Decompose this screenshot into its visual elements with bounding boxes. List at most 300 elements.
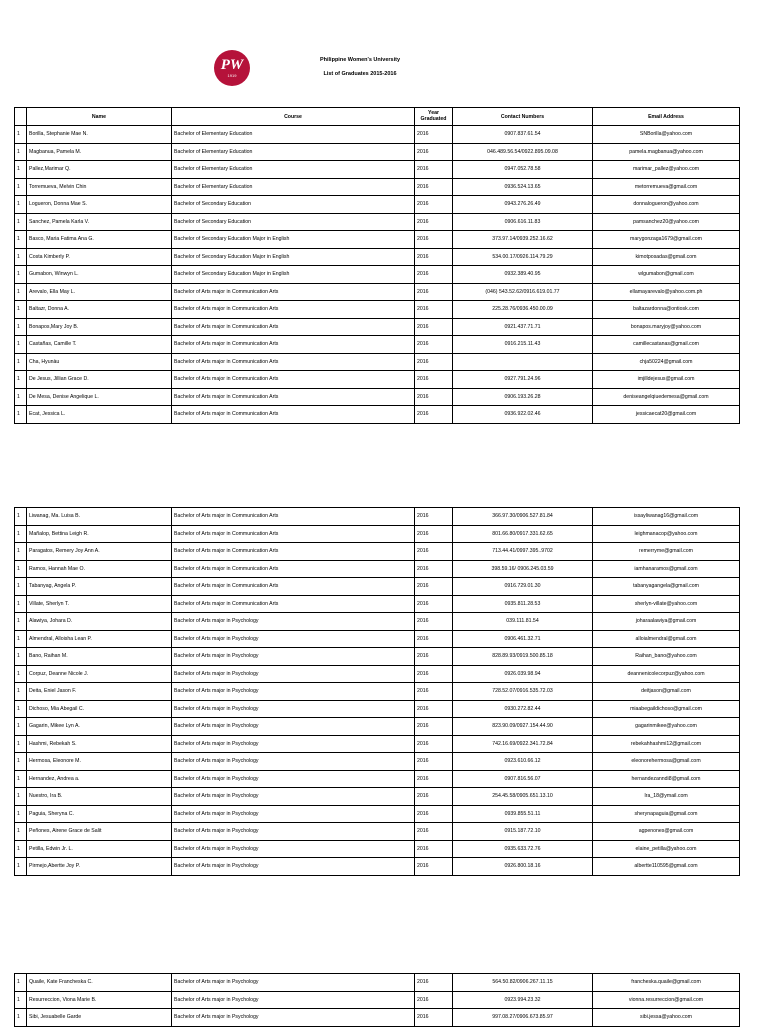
email-address-cell: baltazardonna@ontiosk.com	[593, 301, 740, 319]
graduate-name-cell: Almendral, Alloisha Lean P.	[27, 630, 172, 648]
contact-number-cell: 0907.816.56.07	[453, 770, 593, 788]
row-number-cell: 1	[15, 213, 27, 231]
document-subtitle: List of Graduates 2015-2016	[323, 71, 397, 77]
graduate-name-cell: Bano, Raihan M.	[27, 648, 172, 666]
year-graduated-cell: 2016	[415, 213, 453, 231]
contact-number-cell: 0936.922.02.46	[453, 406, 593, 424]
year-graduated-cell: 2016	[415, 196, 453, 214]
year-graduated-cell: 2016	[415, 858, 453, 876]
contact-number-cell: 0906.616.11.83	[453, 213, 593, 231]
email-address-cell: leighmanacop@yahoo.com	[593, 525, 740, 543]
year-graduated-cell: 2016	[415, 388, 453, 406]
year-graduated-cell: 2016	[415, 318, 453, 336]
email-address-cell: pamela.magbanua@yahoo.com	[593, 143, 740, 161]
course-cell: Bachelor of Arts major in Psychology	[172, 683, 415, 701]
table-row	[15, 353, 740, 371]
email-address-cell: wlgumabon@gmail.com	[593, 266, 740, 284]
year-graduated-cell: 2016	[415, 840, 453, 858]
course-cell: Bachelor of Arts major in Psychology	[172, 753, 415, 771]
row-number-cell: 1	[15, 283, 27, 301]
table-header-row	[15, 108, 740, 126]
email-address-cell: gagarinmikee@yahoo.com	[593, 718, 740, 736]
row-number-cell: 1	[15, 248, 27, 266]
graduate-name-cell: Sibi, Jesuabelle Garde	[27, 1009, 172, 1027]
graduate-name-cell: Quaile, Kate Francheska C.	[27, 974, 172, 992]
row-number-cell: 1	[15, 630, 27, 648]
year-graduated-cell: 2016	[415, 126, 453, 144]
contact-number-cell: 0935.633.72.76	[453, 840, 593, 858]
graduate-name-cell: Dichoso, Mia Abegail C.	[27, 700, 172, 718]
table-row	[15, 525, 740, 543]
contact-number-cell: 0923.610.66.12	[453, 753, 593, 771]
email-address-cell: kimotposadas@gmail.com	[593, 248, 740, 266]
course-cell: Bachelor of Arts major in Psychology	[172, 858, 415, 876]
contact-number-cell: 254.45.58/0905.651.13.10	[453, 788, 593, 806]
course-cell: Bachelor of Arts major in Communication Arts	[172, 578, 415, 596]
contact-number-cell: 742.16.69/0922.341.72.84	[453, 735, 593, 753]
course-cell: Bachelor of Arts major in Psychology	[172, 840, 415, 858]
contact-number-cell: 0930.272.82.44	[453, 700, 593, 718]
email-address-cell: SNBorilla@yahoo.com	[593, 126, 740, 144]
table-row	[15, 301, 740, 319]
graduate-name-cell: Petilla, Edwin Jr. L.	[27, 840, 172, 858]
graduate-name-cell: Baltazr, Donna A.	[27, 301, 172, 319]
contact-number-cell: 046.489.56.54/0922.895.09.08	[453, 143, 593, 161]
year-graduated-cell: 2016	[415, 718, 453, 736]
email-address-cell: iamhanaramos@gmail.com	[593, 560, 740, 578]
year-graduated-cell: 2016	[415, 823, 453, 841]
contact-number-cell: 0906.461.32.71	[453, 630, 593, 648]
year-graduated-cell: 2016	[415, 578, 453, 596]
course-cell: Bachelor of Arts major in Psychology	[172, 770, 415, 788]
row-number-cell: 1	[15, 508, 27, 526]
graduate-name-cell: Bonapos,Mary Joy B.	[27, 318, 172, 336]
row-number-cell: 1	[15, 301, 27, 319]
table-row	[15, 371, 740, 389]
graduate-name-cell: Costa Kimberly P.	[27, 248, 172, 266]
contact-number-cell: 0936.524.13.65	[453, 178, 593, 196]
graduate-name-cell: Borilla, Stephanie Mae N.	[27, 126, 172, 144]
row-number-cell: 1	[15, 388, 27, 406]
graduate-name-cell: Resurreccion, Viona Marie B.	[27, 991, 172, 1009]
logo-text: PW	[220, 57, 244, 73]
graduate-name-cell: Pirmejo,Abertte Joy P.	[27, 858, 172, 876]
graduate-name-cell: Hermosa, Eleonore M.	[27, 753, 172, 771]
email-address-cell: hernandezanndi8@gmail.com	[593, 770, 740, 788]
email-address-cell: albertte110595@gmail.com	[593, 858, 740, 876]
course-cell: Bachelor of Elementary Education	[172, 143, 415, 161]
table-row	[15, 840, 740, 858]
contact-number-cell: 828.89.93/0919.500.85.18	[453, 648, 593, 666]
graduate-name-cell: Hashmi, Rebekah S.	[27, 735, 172, 753]
email-address-cell: sherlyn-villate@yahoo.com	[593, 595, 740, 613]
year-graduated-cell: 2016	[415, 991, 453, 1009]
year-graduated-cell: 2016	[415, 770, 453, 788]
table-row	[15, 805, 740, 823]
header-course: Course	[172, 108, 415, 126]
contact-number-cell: 373.97.14/0939.252.16.62	[453, 231, 593, 249]
graduate-name-cell: Nuestro, Ira B.	[27, 788, 172, 806]
graduate-name-cell: Corpuz, Deanne Nicole J.	[27, 665, 172, 683]
year-graduated-cell: 2016	[415, 353, 453, 371]
table-row	[15, 318, 740, 336]
table-row	[15, 178, 740, 196]
course-cell: Bachelor of Arts major in Psychology	[172, 823, 415, 841]
email-address-cell: miaabegaildichoso@gmail.com	[593, 700, 740, 718]
email-address-cell: sherynapaguia@gmail.com	[593, 805, 740, 823]
table-row	[15, 508, 740, 526]
contact-number-cell: 564.50.82/0906.267.11.15	[453, 974, 593, 992]
year-graduated-cell: 2016	[415, 231, 453, 249]
contact-number-cell: 0907.837.61.54	[453, 126, 593, 144]
year-graduated-cell: 2016	[415, 266, 453, 284]
email-address-cell: francheska.quaile@gmail.com	[593, 974, 740, 992]
email-address-cell: deniseangelqiuedemesa@gmail.com	[593, 388, 740, 406]
year-graduated-cell: 2016	[415, 630, 453, 648]
contact-number-cell: 713.44.41/0997.395..9702	[453, 543, 593, 561]
contact-number-cell: 0916.215.11.43	[453, 336, 593, 354]
row-number-cell: 1	[15, 161, 27, 179]
year-graduated-cell: 2016	[415, 161, 453, 179]
graduate-name-cell: Ramos, Hannah Mae O.	[27, 560, 172, 578]
row-number-cell: 1	[15, 840, 27, 858]
contact-number-cell	[453, 353, 593, 371]
email-address-cell: pamsanchez20@yahoo.com	[593, 213, 740, 231]
course-cell: Bachelor of Arts major in Psychology	[172, 613, 415, 631]
graduates-table-1	[14, 107, 740, 424]
contact-number-cell: 823.90.09/0927.154.44.90	[453, 718, 593, 736]
row-number-cell: 1	[15, 353, 27, 371]
year-graduated-cell: 2016	[415, 543, 453, 561]
contact-number-cell: (046) 543.52.62/0916.619.01.77	[453, 283, 593, 301]
course-cell: Bachelor of Arts major in Communication Arts	[172, 543, 415, 561]
graduate-name-cell: Arevalo, Ella May L.	[27, 283, 172, 301]
course-cell: Bachelor of Arts major in Psychology	[172, 665, 415, 683]
table-row	[15, 336, 740, 354]
row-number-cell: 1	[15, 718, 27, 736]
table-row	[15, 770, 740, 788]
contact-number-cell: 0916.729.01.30	[453, 578, 593, 596]
graduate-name-cell: Peñones, Airene Grace de Salit	[27, 823, 172, 841]
row-number-cell: 1	[15, 578, 27, 596]
course-cell: Bachelor of Secondary Education	[172, 196, 415, 214]
contact-number-cell: 997.08.27/0906.673.85.97	[453, 1009, 593, 1027]
course-cell: Bachelor of Secondary Education Major in English	[172, 266, 415, 284]
contact-number-cell: 398.59.16/ 0906.245.03.59	[453, 560, 593, 578]
email-address-cell: rebekahhashmi12@gmail.com	[593, 735, 740, 753]
course-cell: Bachelor of Arts major in Psychology	[172, 1009, 415, 1027]
graduate-name-cell: Tabanyag, Angela P.	[27, 578, 172, 596]
course-cell: Bachelor of Arts major in Communication Arts	[172, 525, 415, 543]
year-graduated-cell: 2016	[415, 508, 453, 526]
email-address-cell: imjilldejesus@gmail.com	[593, 371, 740, 389]
graduate-name-cell: Hernandez, Andrea a.	[27, 770, 172, 788]
year-graduated-cell: 2016	[415, 788, 453, 806]
email-address-cell: elaine_petilla@yahoo.com	[593, 840, 740, 858]
graduates-table-3	[14, 973, 740, 1027]
row-number-cell: 1	[15, 823, 27, 841]
contact-number-cell: 225.28.76/0936.450.00.09	[453, 301, 593, 319]
year-graduated-cell: 2016	[415, 683, 453, 701]
graduate-name-cell: Sanchez, Pamela Karla V.	[27, 213, 172, 231]
course-cell: Bachelor of Arts major in Communication Arts	[172, 406, 415, 424]
year-graduated-cell: 2016	[415, 648, 453, 666]
header-year-line1: Year	[428, 110, 439, 116]
row-number-cell: 1	[15, 543, 27, 561]
table-row	[15, 560, 740, 578]
course-cell: Bachelor of Arts major in Psychology	[172, 718, 415, 736]
graduate-name-cell: Magbanua, Pamela M.	[27, 143, 172, 161]
email-address-cell: alloialmendral@gmail.com	[593, 630, 740, 648]
graduate-name-cell: Basco, Maria Fatima Ana G.	[27, 231, 172, 249]
graduate-name-cell: Cha, Hyunàu	[27, 353, 172, 371]
table-row	[15, 161, 740, 179]
contact-number-cell: 0921.437.71.71	[453, 318, 593, 336]
row-number-cell: 1	[15, 974, 27, 992]
row-number-cell: 1	[15, 336, 27, 354]
contact-number-cell: 039.111.81.54	[453, 613, 593, 631]
email-address-cell: metorremueva@gmail.com	[593, 178, 740, 196]
email-address-cell: deitjason@gmail.com	[593, 683, 740, 701]
graduate-name-cell: Deita, Eniel Jason F.	[27, 683, 172, 701]
graduate-name-cell: Pallez,Marimar Q.	[27, 161, 172, 179]
header-contact: Contact Numbers	[453, 108, 593, 126]
year-graduated-cell: 2016	[415, 143, 453, 161]
header-name: Name	[27, 108, 172, 126]
email-address-cell: marimar_pallez@yahoo.com	[593, 161, 740, 179]
course-cell: Bachelor of Arts major in Psychology	[172, 974, 415, 992]
table-row	[15, 753, 740, 771]
contact-number-cell: 0939.855.51.11	[453, 805, 593, 823]
course-cell: Bachelor of Arts major in Communication Arts	[172, 595, 415, 613]
course-cell: Bachelor of Secondary Education Major in English	[172, 248, 415, 266]
row-number-cell: 1	[15, 805, 27, 823]
graduate-name-cell: Liwanag, Ma. Luisa B.	[27, 508, 172, 526]
email-address-cell: vionna.resurreccion@gmail.com	[593, 991, 740, 1009]
header-year	[415, 108, 453, 126]
year-graduated-cell: 2016	[415, 974, 453, 992]
row-number-cell: 1	[15, 525, 27, 543]
email-address-cell: sibi.jessa@yahoo.com	[593, 1009, 740, 1027]
year-graduated-cell: 2016	[415, 371, 453, 389]
email-address-cell: deannenicolecorpuz@yahoo.com	[593, 665, 740, 683]
email-address-cell: ellamayarevalo@yahoo.com.ph	[593, 283, 740, 301]
table-row	[15, 231, 740, 249]
row-number-cell: 1	[15, 126, 27, 144]
table-row	[15, 823, 740, 841]
course-cell: Bachelor of Arts major in Psychology	[172, 630, 415, 648]
course-cell: Bachelor of Arts major in Psychology	[172, 991, 415, 1009]
email-address-cell: joharaalawiya@gmail.com	[593, 613, 740, 631]
contact-number-cell: 366.97.30/0906.527.81.84	[453, 508, 593, 526]
year-graduated-cell: 2016	[415, 525, 453, 543]
email-address-cell: remerryme@gmail.com	[593, 543, 740, 561]
row-number-cell: 1	[15, 178, 27, 196]
row-number-cell: 1	[15, 991, 27, 1009]
email-address-cell: chja50224@gmail.com	[593, 353, 740, 371]
graduate-name-cell: Paguia, Sheryna C.	[27, 805, 172, 823]
email-address-cell: eleonorehermosa@gmail.com	[593, 753, 740, 771]
course-cell: Bachelor of Arts major in Communication Arts	[172, 371, 415, 389]
logo-year: 1919	[227, 73, 237, 78]
graduate-name-cell: Torremueva, Melvin Chin	[27, 178, 172, 196]
graduate-name-cell: Ecat, Jessica L.	[27, 406, 172, 424]
course-cell: Bachelor of Arts major in Communication Arts	[172, 508, 415, 526]
contact-number-cell: 0926.039.98.94	[453, 665, 593, 683]
graduate-name-cell: Gumabon, Winwyn L.	[27, 266, 172, 284]
row-number-cell: 1	[15, 613, 27, 631]
course-cell: Bachelor of Arts major in Communication Arts	[172, 353, 415, 371]
course-cell: Bachelor of Arts major in Psychology	[172, 788, 415, 806]
email-address-cell: agpenones@gmail.com	[593, 823, 740, 841]
graduate-name-cell: De Mesa, Denise Angelique L.	[27, 388, 172, 406]
row-number-cell: 1	[15, 231, 27, 249]
year-graduated-cell: 2016	[415, 178, 453, 196]
header-number	[15, 108, 27, 126]
table-row	[15, 630, 740, 648]
year-graduated-cell: 2016	[415, 560, 453, 578]
year-graduated-cell: 2016	[415, 283, 453, 301]
row-number-cell: 1	[15, 735, 27, 753]
year-graduated-cell: 2016	[415, 805, 453, 823]
contact-number-cell: 0926.800.18.16	[453, 858, 593, 876]
table-row	[15, 991, 740, 1009]
email-address-cell: Raihan_bano@yahoo.com	[593, 648, 740, 666]
email-address-cell: issayliwanag16@gmail.com	[593, 508, 740, 526]
year-graduated-cell: 2016	[415, 613, 453, 631]
table-row	[15, 1009, 740, 1027]
year-graduated-cell: 2016	[415, 665, 453, 683]
course-cell: Bachelor of Arts major in Psychology	[172, 700, 415, 718]
table-row	[15, 595, 740, 613]
table-row	[15, 665, 740, 683]
email-address-cell: Ira_18@ymail.com	[593, 788, 740, 806]
table-row	[15, 974, 740, 992]
header-email: Email Address	[593, 108, 740, 126]
contact-number-cell: 0906.193.26.28	[453, 388, 593, 406]
contact-number-cell: 801.66.80/0917.331.62.65	[453, 525, 593, 543]
row-number-cell: 1	[15, 595, 27, 613]
row-number-cell: 1	[15, 648, 27, 666]
graduate-name-cell: Castañas, Camille T.	[27, 336, 172, 354]
table-row	[15, 388, 740, 406]
row-number-cell: 1	[15, 196, 27, 214]
course-cell: Bachelor of Arts major in Communication Arts	[172, 388, 415, 406]
row-number-cell: 1	[15, 371, 27, 389]
contact-number-cell: 0927.791.24.96	[453, 371, 593, 389]
email-address-cell: camillecastanas@gmail.com	[593, 336, 740, 354]
year-graduated-cell: 2016	[415, 700, 453, 718]
table-row	[15, 648, 740, 666]
graduates-table-2	[14, 507, 740, 876]
table-row	[15, 858, 740, 876]
course-cell: Bachelor of Arts major in Psychology	[172, 735, 415, 753]
row-number-cell: 1	[15, 266, 27, 284]
table-row	[15, 248, 740, 266]
table-row	[15, 578, 740, 596]
graduate-name-cell: Logueron, Donna Mae S.	[27, 196, 172, 214]
course-cell: Bachelor of Arts major in Communication Arts	[172, 318, 415, 336]
email-address-cell: tabanyagangela@gmail.com	[593, 578, 740, 596]
year-graduated-cell: 2016	[415, 1009, 453, 1027]
row-number-cell: 1	[15, 318, 27, 336]
row-number-cell: 1	[15, 788, 27, 806]
year-graduated-cell: 2016	[415, 406, 453, 424]
year-graduated-cell: 2016	[415, 301, 453, 319]
table-row	[15, 143, 740, 161]
course-cell: Bachelor of Elementary Education	[172, 161, 415, 179]
table-row	[15, 683, 740, 701]
contact-number-cell: 728.52.07/0916.535.72.03	[453, 683, 593, 701]
course-cell: Bachelor of Secondary Education	[172, 213, 415, 231]
contact-number-cell: 0935.811.28.53	[453, 595, 593, 613]
email-address-cell: marygonzaga1679@gmail.com	[593, 231, 740, 249]
year-graduated-cell: 2016	[415, 753, 453, 771]
email-address-cell: donnalogueron@yahoo.com	[593, 196, 740, 214]
table-row	[15, 543, 740, 561]
table-row	[15, 283, 740, 301]
year-graduated-cell: 2016	[415, 336, 453, 354]
course-cell: Bachelor of Arts major in Psychology	[172, 805, 415, 823]
table-row	[15, 613, 740, 631]
university-logo	[214, 50, 250, 86]
row-number-cell: 1	[15, 1009, 27, 1027]
graduate-name-cell: Alawiya, Johara D.	[27, 613, 172, 631]
email-address-cell: jessicaecat20@gmail.com	[593, 406, 740, 424]
email-address-cell: bonapos.maryjoy@yahoo.com	[593, 318, 740, 336]
graduate-name-cell: Mañalop, Bettina Leigh R.	[27, 525, 172, 543]
document-title: Philippine Women's University	[319, 57, 401, 63]
course-cell: Bachelor of Arts major in Communication Arts	[172, 301, 415, 319]
graduate-name-cell: Gagarin, Mikee Lyn A.	[27, 718, 172, 736]
table-row	[15, 718, 740, 736]
table-row	[15, 735, 740, 753]
row-number-cell: 1	[15, 858, 27, 876]
row-number-cell: 1	[15, 700, 27, 718]
course-cell: Bachelor of Arts major in Communication Arts	[172, 336, 415, 354]
contact-number-cell: 0943.276.26.49	[453, 196, 593, 214]
course-cell: Bachelor of Arts major in Communication Arts	[172, 283, 415, 301]
graduate-name-cell: De Jesus, Jillian Grace D.	[27, 371, 172, 389]
contact-number-cell: 0932.389.40.95	[453, 266, 593, 284]
table-row	[15, 266, 740, 284]
course-cell: Bachelor of Secondary Education Major in English	[172, 231, 415, 249]
table-row	[15, 406, 740, 424]
row-number-cell: 1	[15, 560, 27, 578]
header-year-line2: Graduated	[420, 115, 447, 122]
contact-number-cell: 534.00.17/0926.114.79.29	[453, 248, 593, 266]
row-number-cell: 1	[15, 753, 27, 771]
course-cell: Bachelor of Elementary Education	[172, 178, 415, 196]
table-row	[15, 196, 740, 214]
graduate-name-cell: Villate, Sherlyn T.	[27, 595, 172, 613]
graduate-name-cell: Paragatos, Remery Joy Ann A.	[27, 543, 172, 561]
year-graduated-cell: 2016	[415, 735, 453, 753]
course-cell: Bachelor of Elementary Education	[172, 126, 415, 144]
row-number-cell: 1	[15, 143, 27, 161]
contact-number-cell: 0915.187.72.10	[453, 823, 593, 841]
table-row	[15, 126, 740, 144]
row-number-cell: 1	[15, 406, 27, 424]
table-row	[15, 700, 740, 718]
year-graduated-cell: 2016	[415, 595, 453, 613]
course-cell: Bachelor of Arts major in Communication Arts	[172, 560, 415, 578]
row-number-cell: 1	[15, 770, 27, 788]
row-number-cell: 1	[15, 665, 27, 683]
table-row	[15, 213, 740, 231]
year-graduated-cell: 2016	[415, 248, 453, 266]
contact-number-cell: 0923.994.23.32	[453, 991, 593, 1009]
